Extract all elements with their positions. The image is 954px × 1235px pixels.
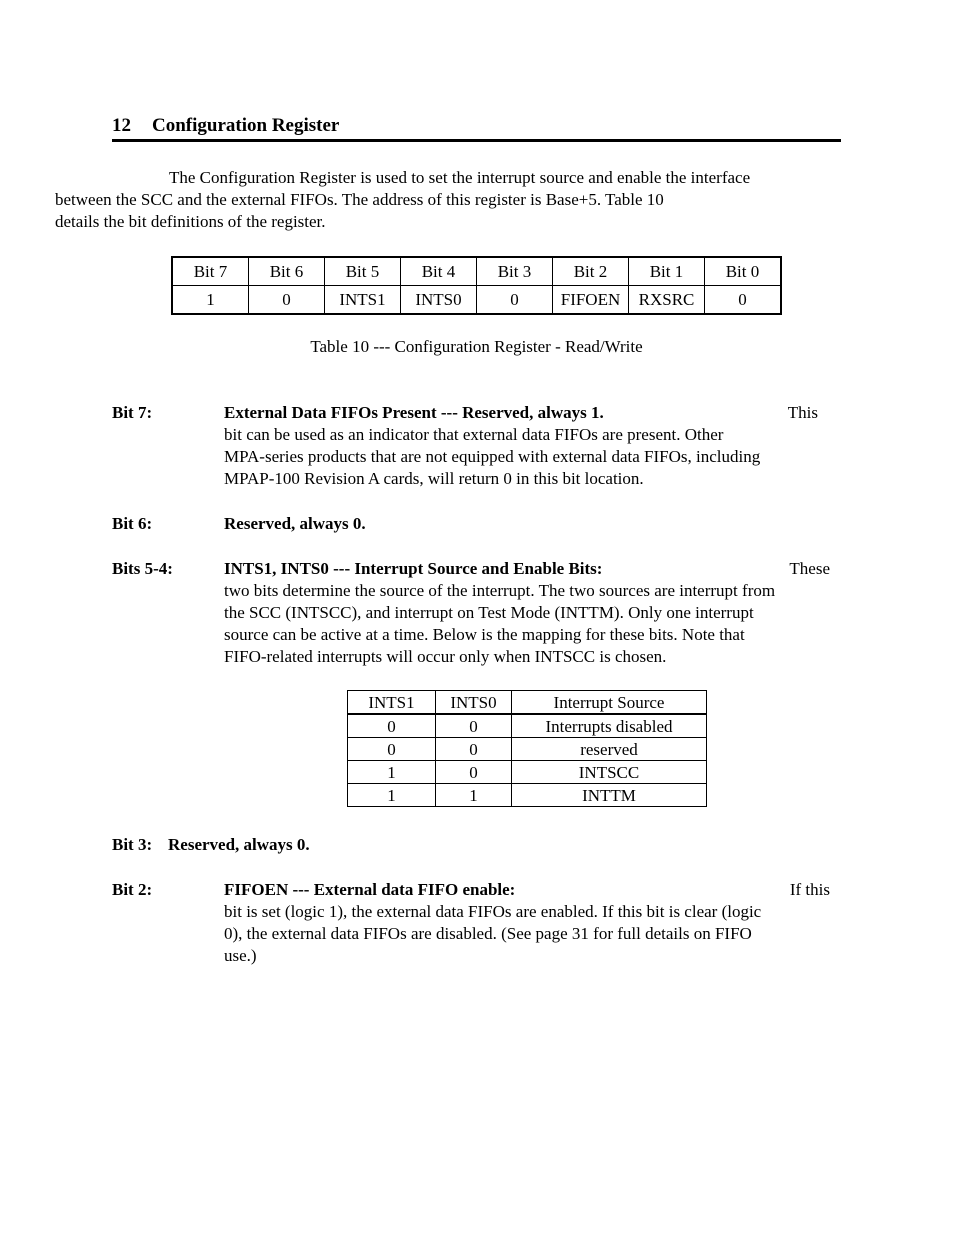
table-row <box>348 784 707 807</box>
table-row <box>348 714 707 738</box>
table-cell: 1 <box>436 784 512 807</box>
register-value-cell: INTS0 <box>401 286 477 315</box>
register-value-cell: FIFOEN <box>553 286 629 315</box>
bits54-lead: These <box>789 559 830 578</box>
table-cell: Interrupts disabled <box>512 714 707 738</box>
intro-line: The Configuration Register is used to set the interrupt source and enable the interface <box>169 168 751 187</box>
interrupt-header-cell: Interrupt Source <box>512 691 707 715</box>
table-cell: 0 <box>348 738 436 761</box>
bit2-line: 0), the external data FIFOs are disabled. (See page 31 for full details on FIFO <box>224 924 752 943</box>
register-value-cell: RXSRC <box>629 286 705 315</box>
table-cell: 1 <box>348 784 436 807</box>
register-header-cell: Bit 2 <box>553 257 629 286</box>
bit3-label: Bit 3: <box>112 835 153 854</box>
register-header-cell: Bit 6 <box>249 257 325 286</box>
table-cell: 0 <box>436 738 512 761</box>
register-header-cell: Bit 1 <box>629 257 705 286</box>
register-value-cell: 0 <box>705 286 782 315</box>
register-header-cell: Bit 5 <box>325 257 401 286</box>
interrupt-header-row <box>348 691 707 715</box>
register-value-cell: 1 <box>172 286 249 315</box>
register-header-cell: Bit 0 <box>705 257 782 286</box>
table-cell: 0 <box>436 714 512 738</box>
table-row <box>348 761 707 784</box>
section-title: Configuration Register <box>152 115 340 136</box>
register-header-cell: Bit 4 <box>401 257 477 286</box>
register-value-cell: INTS1 <box>325 286 401 315</box>
interrupt-header-cell: INTS0 <box>436 691 512 715</box>
table-cell: 0 <box>436 761 512 784</box>
table-cell: reserved <box>512 738 707 761</box>
bit2-lead: If this <box>789 880 830 899</box>
intro-line: between the SCC and the external FIFOs. The address of this register is Base+5. Table 10 <box>55 190 664 209</box>
register-value-cell: 0 <box>249 286 325 315</box>
table-cell: INTSCC <box>512 761 707 784</box>
bits54-description <box>224 558 836 668</box>
section-heading <box>112 114 841 142</box>
bit6-label: Bit 6: <box>112 514 153 533</box>
register-value-row <box>172 286 781 315</box>
bit2-label: Bit 2: <box>112 880 153 899</box>
bit2-line: use.) <box>224 946 257 965</box>
bit6-description <box>224 513 836 535</box>
interrupt-header-cell: INTS1 <box>348 691 436 715</box>
bits54-line: source can be active at a time. Below is the mapping for these bits. Note that <box>224 625 745 644</box>
table-row <box>348 738 707 761</box>
bit7-line: MPAP-100 Revision A cards, will return 0 in this bit location. <box>224 469 644 488</box>
table-caption: Table 10 --- Configuration Register - Read/Write <box>310 337 643 356</box>
table-cell: 1 <box>348 761 436 784</box>
bits54-line: the SCC (INTSCC), and interrupt on Test Mode (INTTM). Only one interrupt <box>224 603 754 622</box>
register-header-cell: Bit 7 <box>172 257 249 286</box>
register-header-cell: Bit 3 <box>477 257 553 286</box>
bit2-title: FIFOEN --- External data FIFO enable: <box>224 880 516 899</box>
bit7-label: Bit 7: <box>112 403 153 422</box>
register-value-cell: 0 <box>477 286 553 315</box>
bit3-title: Reserved, always 0. <box>168 835 310 854</box>
bit2-line: bit is set (logic 1), the external data FIFOs are enabled. If this bit is clear (logic <box>224 902 762 921</box>
bit7-line: MPA-series products that are not equipped with external data FIFOs, including <box>224 447 761 466</box>
intro-line: details the bit definitions of the register. <box>55 212 326 231</box>
bits54-title: INTS1, INTS0 --- Interrupt Source and Enable Bits: <box>224 559 603 578</box>
bit7-description <box>224 402 836 490</box>
bit7-line: bit can be used as an indicator that external data FIFOs are present. Other <box>224 425 724 444</box>
bit2-description <box>224 879 836 967</box>
intro-paragraph <box>55 167 832 233</box>
bit6-title: Reserved, always 0. <box>224 514 366 533</box>
bit7-lead: This <box>787 403 818 422</box>
bits54-label: Bits 5-4: <box>112 559 173 578</box>
table-cell: 0 <box>348 714 436 738</box>
bits54-line: FIFO-related interrupts will occur only when INTSCC is chosen. <box>224 647 667 666</box>
table-cell: INTTM <box>512 784 707 807</box>
register-table <box>171 256 782 315</box>
bit7-title: External Data FIFOs Present --- Reserved, always 1. <box>224 403 604 422</box>
interrupt-source-table <box>347 690 707 807</box>
bits54-line: two bits determine the source of the interrupt. The two sources are interrupt from <box>224 581 776 600</box>
register-header-row <box>172 257 781 286</box>
section-number: 12 <box>112 115 131 136</box>
